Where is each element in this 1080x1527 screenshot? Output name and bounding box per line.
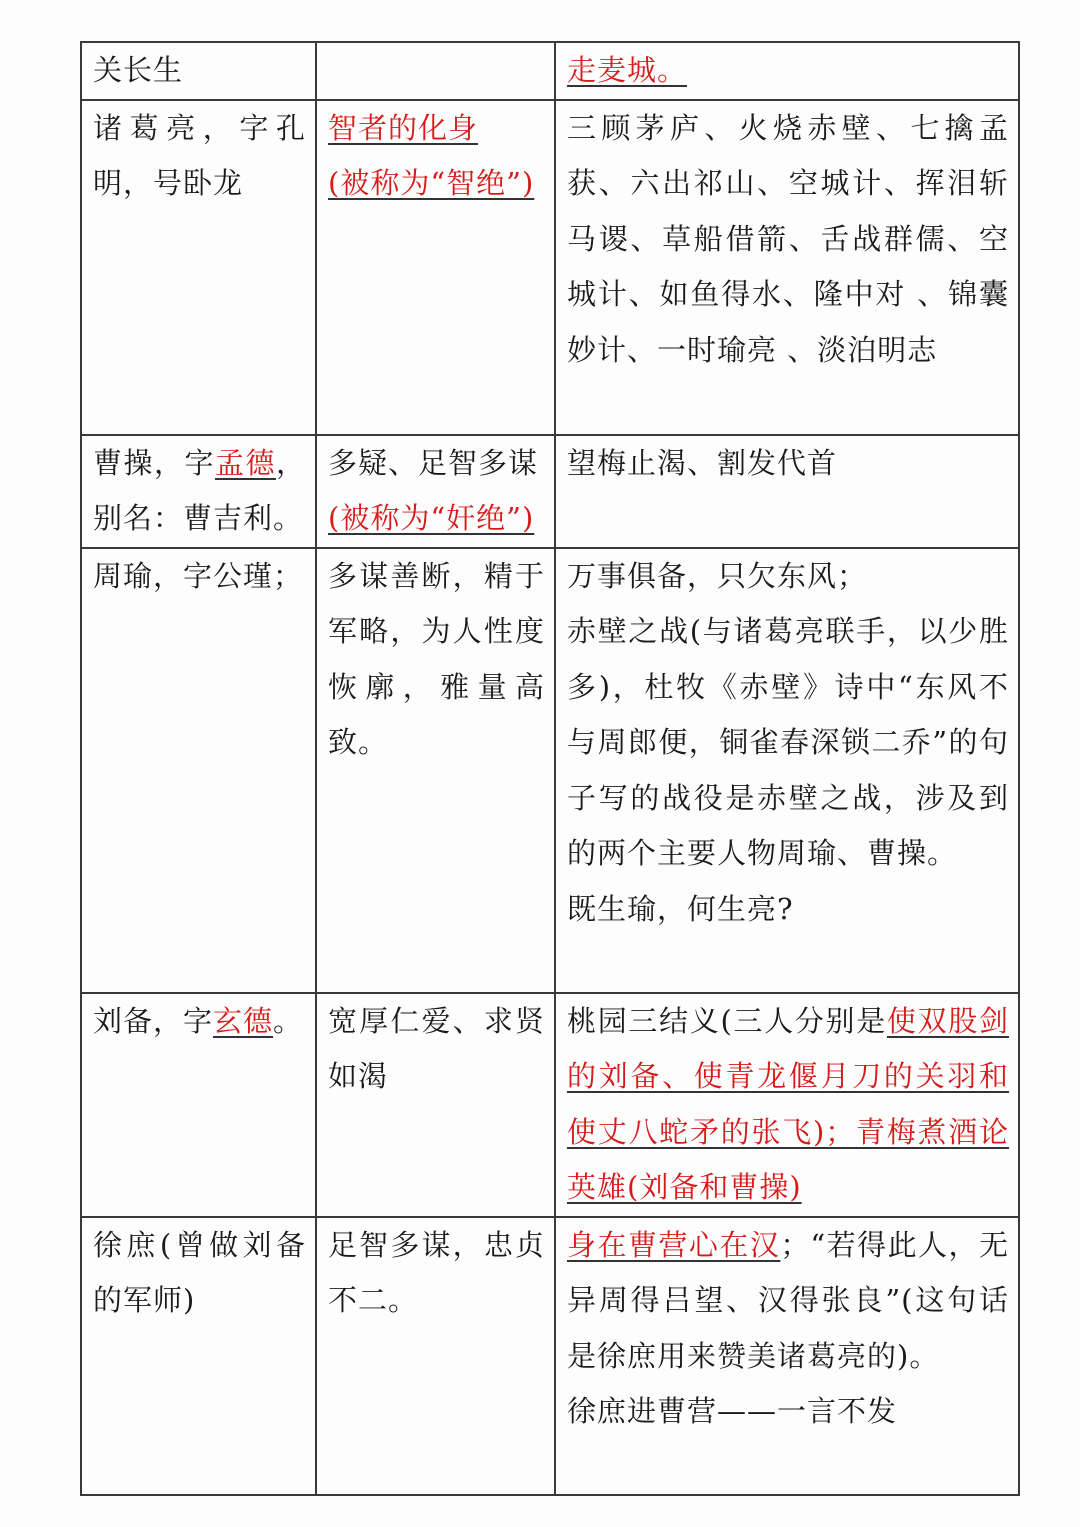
character-trait: 智者的化身: [328, 110, 479, 145]
character-trait: 多疑、足智多谋: [328, 445, 539, 480]
character-courtesy-name: 玄德: [213, 1003, 274, 1038]
character-events-cell: [555, 1217, 1019, 1495]
character-alias: ，别名：曹吉利。: [93, 445, 306, 535]
character-trait-cell: [316, 42, 555, 100]
character-name-cell: [81, 548, 316, 993]
character-name: 周瑜，字公瑾；: [93, 558, 304, 593]
character-trait: 足智多谋，忠贞不二。: [328, 1227, 545, 1317]
table-row: [81, 100, 1019, 435]
character-name-suffix: 。: [273, 1003, 304, 1038]
table-row: [81, 42, 1019, 100]
character-trait-cell: [316, 100, 555, 435]
character-trait: 多谋善断，精于军略，为人性度恢廓，雅量高致。: [328, 558, 545, 759]
character-trait-note: (被称为“智绝”): [328, 166, 535, 200]
character-events: 走麦城。: [567, 53, 688, 87]
character-courtesy-name: 孟德: [214, 445, 276, 480]
character-events-cell: [555, 42, 1019, 100]
character-events-cell: [555, 435, 1019, 548]
character-trait: 宽厚仁爱、求贤如渴: [328, 1003, 545, 1093]
character-name: 关长生: [93, 53, 184, 87]
character-name-cell: [81, 435, 316, 548]
character-trait-cell: [316, 435, 555, 548]
character-trait-cell: [316, 548, 555, 993]
character-name-cell: [81, 42, 316, 100]
character-events-cell: [555, 100, 1019, 435]
character-name: 徐庶(曾做刘备的军师): [93, 1227, 306, 1317]
character-name-cell: [81, 1217, 316, 1495]
character-name: 曹操，字: [93, 445, 215, 480]
character-name: 诸葛亮，字孔明，号卧龙: [93, 110, 306, 200]
character-trait-cell: [316, 1217, 555, 1495]
character-events: 既生瑜，何生亮?: [567, 891, 794, 926]
character-events-highlight: 身在曹营心在汉: [567, 1227, 781, 1262]
character-table: [80, 41, 1020, 1496]
character-events: 三顾茅庐、火烧赤壁、七擒孟获、六出祁山、空城计、挥泪斩马谡、草船借箭、舌战群儒、空城计、如鱼得水、隆中对 、锦囊妙计、一时瑜亮 、淡泊明志: [567, 110, 1009, 367]
character-events: 望梅止渴、割发代首: [567, 445, 838, 480]
table-row: [81, 1217, 1019, 1495]
character-events: 赤壁之战(与诸葛亮联手，以少胜多)，杜牧《赤壁》诗中“东风不与周郎便，铜雀春深锁二乔”的句子写的战役是赤壁之战，涉及到的两个主要人物周瑜、曹操。: [567, 614, 1009, 870]
table-row: [81, 435, 1019, 548]
character-events: ；“若得此人，无异周得吕望、汉得张良”(这句话是徐庶用来赞美诸葛亮的)。: [567, 1227, 1009, 1373]
character-events: 桃园三结义(三人分别是: [567, 1003, 887, 1038]
character-events: 万事俱备，只欠东风；: [567, 558, 868, 593]
character-events-cell: [555, 548, 1019, 993]
character-name-cell: [81, 993, 316, 1217]
character-name: 刘备，字: [93, 1003, 214, 1038]
character-events-cell: [555, 993, 1019, 1217]
character-events: 徐庶进曹营——一言不发: [567, 1394, 898, 1428]
table-row: [81, 993, 1019, 1217]
character-trait-note: (被称为“奸绝”): [328, 501, 535, 535]
character-trait-cell: [316, 993, 555, 1217]
character-name-cell: [81, 100, 316, 435]
character-events-highlight: 使双股剑的刘备、使青龙偃月刀的关羽和使丈八蛇矛的张飞)；青梅煮酒论英雄(刘备和曹操): [567, 1003, 1009, 1204]
table-row: [81, 548, 1019, 993]
